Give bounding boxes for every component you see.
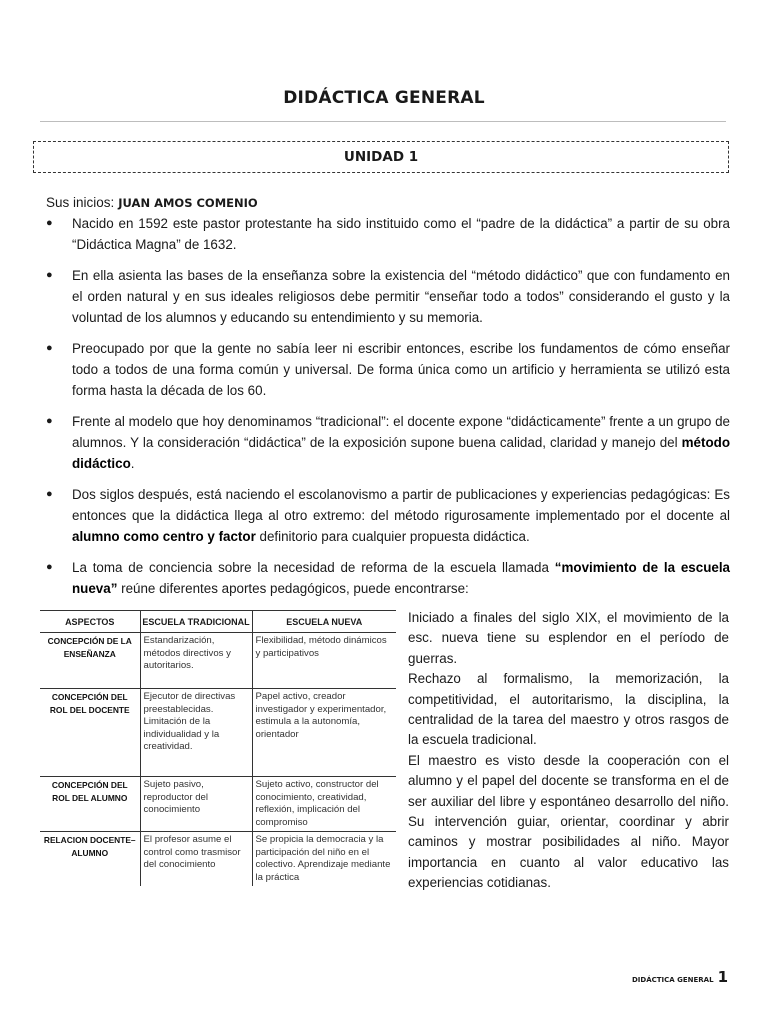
- table-cell-tradicional: Estandarización, métodos directivos y autoritarios.: [140, 633, 252, 689]
- table-row: [40, 832, 396, 887]
- bullet-text-after: reúne diferentes aportes pedagógicos, puede encontrarse:: [117, 581, 469, 596]
- table-header: ASPECTOS: [40, 611, 140, 633]
- list-item: [46, 265, 730, 328]
- bullet-text: Nacido en 1592 este pastor protestante ha sido instituido como el “padre de la didáctica” a partir de su obra “Didáctica Magna” de 1632.: [72, 216, 730, 252]
- table-cell-nueva: Papel activo, creador investigador y experimentador, estimula a la autonomía, orientador: [252, 689, 396, 777]
- table-cell-nueva: Flexibilidad, método dinámicos y participativos: [252, 633, 396, 689]
- page-title: DIDÁCTICA GENERAL: [283, 88, 485, 108]
- intro-line: [46, 195, 258, 210]
- list-item: [46, 557, 730, 599]
- table-cell-nueva: Sujeto activo, constructor del conocimiento, creatividad, reflexión, implicación del compromiso: [252, 777, 396, 832]
- table-cell-aspect: RELACION DOCENTE–ALUMNO: [43, 835, 136, 858]
- bullet-highlight: alumno como centro y factor: [72, 529, 256, 544]
- comparison-table: [40, 610, 396, 886]
- page-footer: [632, 968, 728, 986]
- bullet-text-after: .: [130, 456, 135, 471]
- footer-title: DIDÁCTICA GENERAL: [631, 976, 714, 984]
- unit-heading-box: [33, 141, 729, 173]
- table-cell-aspect: CONCEPCIÓN DEL ROL DEL ALUMNO: [40, 777, 140, 832]
- escuela-nueva-description: [408, 608, 729, 894]
- table-row: [40, 633, 396, 689]
- unit-label: UNIDAD 1: [343, 149, 419, 165]
- list-item: [46, 213, 730, 255]
- paragraph: Rechazo al formalismo, la memorización, la competitividad, el autoritarismo, la disciplina, la centralidad de la tarea del maestro y otros rasgos de la escuela tradicional.: [408, 671, 729, 748]
- table-header-row: [40, 611, 396, 633]
- bullet-highlight: método didáctico: [72, 435, 730, 471]
- bullet-text-after: definitorio para cualquier propuesta didáctica.: [255, 529, 530, 544]
- bullet-text: Frente al modelo que hoy denominamos “tradicional”: el docente expone “didácticamente” frente a un grupo de alumnos. Y la consideración “didáctica” de la exposición supone buena calidad, claridad y manejo del: [72, 414, 730, 450]
- bullet-highlight: “movimiento de la escuela nueva”: [72, 560, 730, 596]
- table-cell-tradicional: Ejecutor de directivas preestablecidas. Limitación de la individualidad y la creatividad.: [140, 689, 252, 777]
- bullet-text: Dos siglos después, está naciendo el escolanovismo a partir de publicaciones y experiencias pedagógicas: Es entonces que la didáctica llega al otro extremo: del método rigurosamente implementado por el docente al: [72, 487, 730, 523]
- paragraph: El maestro es visto desde la cooperación con el alumno y el papel del docente se transforma en el de ser auxiliar del libre y espontáneo desarrollo del niño. Su intervención guiar, orientar, coordinar y abrir caminos y mostrar posibilidades al niño. Mayor importancia en cuanto al valor educativo las experiencias cotidianas.: [408, 752, 729, 891]
- table-row: [40, 777, 396, 832]
- page-number: 1: [717, 968, 728, 986]
- bullet-text: Preocupado por que la gente no sabía leer ni escribir entonces, escribe los fundamentos de cómo enseñar todo a todos de una forma común y universal. De forma única como un artificio y herramienta se utilizó esta forma hasta la década de los 60.: [72, 341, 730, 398]
- table-cell-aspect: CONCEPCIÓN DE LA ENSEÑANZA: [40, 633, 140, 689]
- bullet-text: En ella asienta las bases de la enseñanza sobre la existencia del “método didáctico” que con fundamento en el orden natural y en sus ideales religiosos debe permitir “enseñar todo a todos” considerando el gusto y la voluntad de los alumnos y educando su entendimiento y su memoria.: [72, 268, 730, 325]
- list-item: [46, 484, 730, 547]
- list-item: [46, 338, 730, 401]
- table-header: ESCUELA TRADICIONAL: [140, 611, 252, 633]
- bullet-text: La toma de conciencia sobre la necesidad de reforma de la escuela llamada: [72, 560, 549, 575]
- intro-name: JUAN AMOS COMENIO: [118, 196, 258, 210]
- table-cell-nueva: Se propicia la democracia y la participación del niño en el colectivo. Aprendizaje mediante la práctica: [252, 832, 396, 887]
- table-cell-tradicional: Sujeto pasivo, reproductor del conocimiento: [140, 777, 252, 832]
- title-divider: [40, 121, 726, 122]
- paragraph: Iniciado a finales del siglo XIX, el movimiento de la esc. nueva tiene su esplendor en el período de guerras.: [408, 610, 729, 666]
- intro-prefix: Sus inicios:: [46, 195, 115, 210]
- table-row: [40, 689, 396, 777]
- table-cell-aspect: CONCEPCIÓN DEL ROL DEL DOCENTE: [40, 689, 140, 777]
- list-item: [46, 411, 730, 474]
- bullet-list: [46, 213, 730, 609]
- table-cell-tradicional: El profesor asume el control como trasmisor del conocimiento: [140, 832, 252, 887]
- table-header: ESCUELA NUEVA: [252, 611, 396, 633]
